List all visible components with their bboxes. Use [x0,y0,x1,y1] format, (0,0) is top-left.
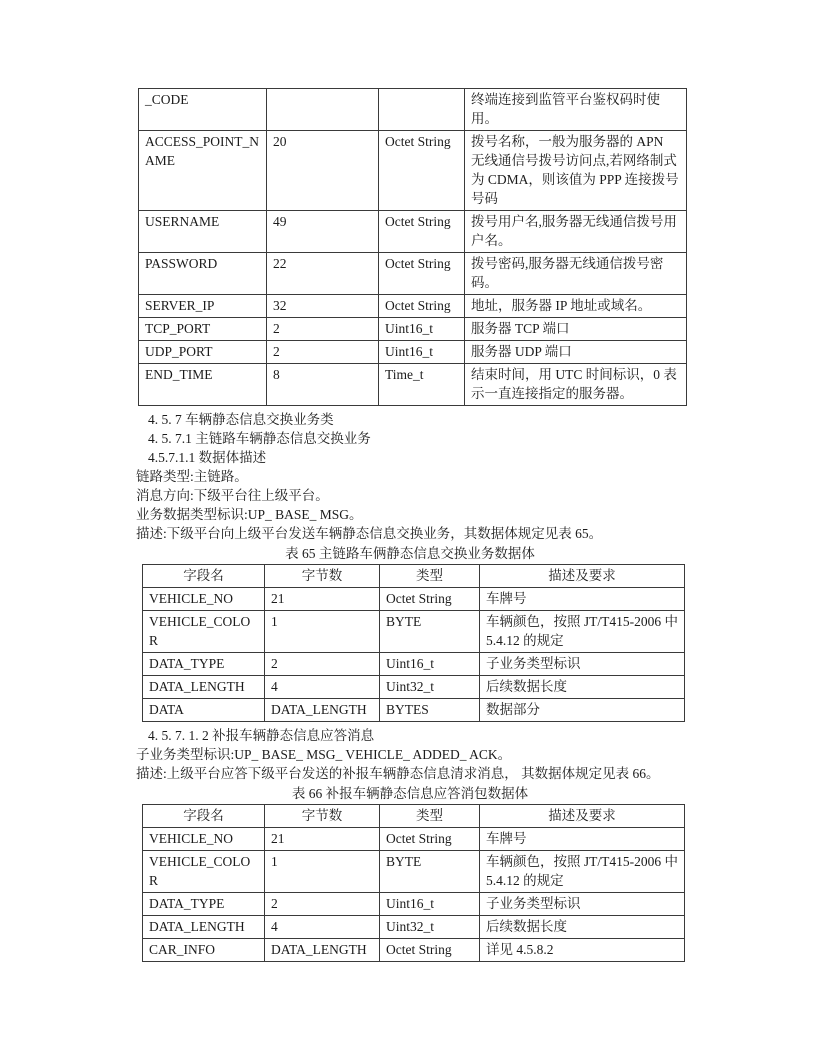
cell-type: Uint32_t [380,676,480,699]
cell-field: SERVER_IP [139,295,267,318]
section-heading: 4. 5. 7.1 主链路车辆静态信息交换业务 [148,431,371,446]
column-header: 描述及要求 [480,565,685,588]
table-66 [142,804,685,962]
cell-desc: 后续数据长度 [480,676,685,699]
table-65 [142,564,685,722]
body-line: 描述:上级平台应答下级平台发送的补报车辆静态信息清求消息， 其数据体规定见表 66。 [136,766,660,781]
cell-desc: 终端连接到监管平台鉴权码时使用。 [465,89,687,131]
cell-bytes: 22 [267,253,379,295]
cell-desc: 车辆颜色，按照 JT/T415-2006 中 5.4.12 的规定 [480,611,685,653]
cell-field: UDP_PORT [139,341,267,364]
table-66-caption: 表 66 补报车辆静态信息应答消包数据体 [291,786,529,801]
cell-desc: 车辆颜色，按照 JT/T415-2006 中 5.4.12 的规定 [480,851,685,893]
cell-type: Uint16_t [380,893,480,916]
cell-desc: 服务器 TCP 端口 [465,318,687,341]
cell-field: VEHICLE_COLOR [143,611,265,653]
cell-bytes: 49 [267,211,379,253]
table-row [139,89,687,131]
column-header: 字节数 [265,565,380,588]
cell-field: TCP_PORT [139,318,267,341]
body-line: 业务数据类型标识:UP_ BASE_ MSG。 [136,507,363,522]
cell-field: PASSWORD [139,253,267,295]
cell-bytes: 20 [267,131,379,211]
table-65-caption: 表 65 主链路车俩静态信息交换业务数据体 [285,546,535,561]
cell-bytes: 21 [265,588,380,611]
cell-bytes: 2 [267,341,379,364]
cell-type: Octet String [380,588,480,611]
cell-field: _CODE [139,89,267,131]
cell-desc: 数据部分 [480,699,685,722]
column-header: 字段名 [143,805,265,828]
section-4-5-7-1-2 [136,726,686,783]
table-row [143,851,685,893]
table-row [143,676,685,699]
cell-field: DATA_TYPE [143,653,265,676]
table-row [139,131,687,211]
cell-desc: 地址，服务器 IP 地址或域名。 [465,295,687,318]
section-heading: 4.5.7.1.1 数据体描述 [148,450,267,465]
cell-bytes: 21 [265,828,380,851]
cell-bytes: 4 [265,916,380,939]
cell-type: Octet String [380,828,480,851]
cell-desc: 子业务类型标识 [480,653,685,676]
cell-type: Uint32_t [380,916,480,939]
table-row [143,828,685,851]
cell-desc: 拨号密码,服务器无线通信拨号密码。 [465,253,687,295]
table-row [139,295,687,318]
cell-type: Time_t [379,364,465,406]
cell-bytes: 2 [265,653,380,676]
table-header-row [143,805,685,828]
table-row [143,611,685,653]
cell-bytes: 4 [265,676,380,699]
cell-field: END_TIME [139,364,267,406]
column-header: 描述及要求 [480,805,685,828]
section-heading: 4. 5. 7 车辆静态信息交换业务类 [148,412,334,427]
cell-bytes: 32 [267,295,379,318]
cell-desc: 后续数据长度 [480,916,685,939]
cell-field: DATA_LENGTH [143,676,265,699]
cell-desc: 服务器 UDP 端口 [465,341,687,364]
parameter-table-continuation [138,88,687,406]
cell-type: Uint16_t [379,341,465,364]
cell-desc: 拨号名称，一般为服务器的 APN 无线通信号拨号访问点,若网络制式为 CDMA，则该值为 PPP 连接拨号号码 [465,131,687,211]
section-heading: 4. 5. 7. 1. 2 补报车辆静态信息应答消息 [148,728,375,743]
table-row [143,653,685,676]
cell-bytes: 8 [267,364,379,406]
table-row [139,211,687,253]
cell-field: DATA_TYPE [143,893,265,916]
cell-desc: 子业务类型标识 [480,893,685,916]
cell-type: BYTE [380,851,480,893]
cell-field: VEHICLE_COLOR [143,851,265,893]
table-row [139,364,687,406]
cell-field: VEHICLE_NO [143,828,265,851]
cell-field: DATA_LENGTH [143,916,265,939]
cell-type: Octet String [379,131,465,211]
cell-type: Uint16_t [380,653,480,676]
body-line: 消息方向:下级平台往上级平台。 [136,488,329,503]
cell-field: USERNAME [139,211,267,253]
column-header: 类型 [380,565,480,588]
column-header: 字节数 [265,805,380,828]
cell-bytes: 2 [265,893,380,916]
cell-desc: 结束时间，用 UTC 时间标识，0 表示一直连接指定的服务器。 [465,364,687,406]
cell-type: Octet String [379,253,465,295]
cell-type: Octet String [379,211,465,253]
cell-bytes: 1 [265,611,380,653]
cell-desc: 车牌号 [480,828,685,851]
cell-field: VEHICLE_NO [143,588,265,611]
cell-bytes: DATA_LENGTH [265,699,380,722]
cell-type: Octet String [380,939,480,962]
section-4-5-7 [136,410,686,543]
cell-desc: 车牌号 [480,588,685,611]
table-row [143,699,685,722]
cell-type [379,89,465,131]
cell-field: CAR_INFO [143,939,265,962]
table-row [139,341,687,364]
cell-bytes [267,89,379,131]
table-row [143,939,685,962]
cell-bytes: DATA_LENGTH [265,939,380,962]
table-header-row [143,565,685,588]
table-row [143,893,685,916]
cell-type: Uint16_t [379,318,465,341]
cell-desc: 详见 4.5.8.2 [480,939,685,962]
body-line: 子业务类型标识:UP_ BASE_ MSG_ VEHICLE_ ADDED_ ACK。 [136,747,512,762]
cell-type: BYTE [380,611,480,653]
cell-desc: 拨号用户名,服务器无线通信拨号用户名。 [465,211,687,253]
table-row [139,253,687,295]
body-line: 链路类型:主链路。 [136,469,248,484]
table-row [139,318,687,341]
cell-field: ACCESS_POINT_NAME [139,131,267,211]
cell-field: DATA [143,699,265,722]
cell-bytes: 2 [267,318,379,341]
table-row [143,588,685,611]
table-row [143,916,685,939]
column-header: 字段名 [143,565,265,588]
body-line: 描述:下级平台向上级平台发送车辆静态信息交换业务，其数据体规定见表 65。 [136,526,603,541]
cell-type: BYTES [380,699,480,722]
cell-bytes: 1 [265,851,380,893]
column-header: 类型 [380,805,480,828]
cell-type: Octet String [379,295,465,318]
